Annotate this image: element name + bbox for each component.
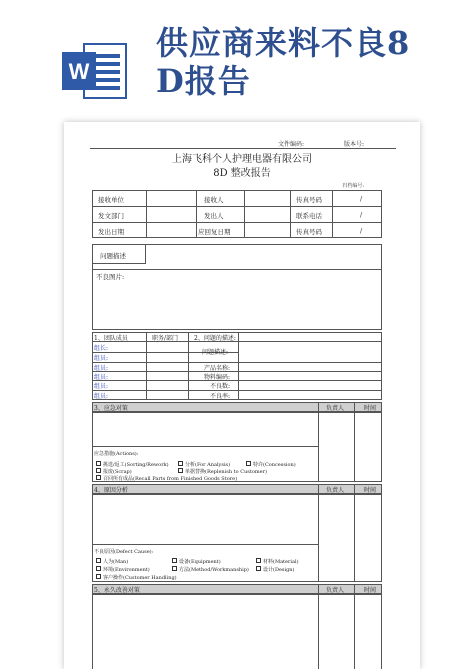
phone-label: 联系电话	[296, 212, 322, 220]
archive-number-label: 归档编号:	[342, 183, 364, 189]
word-document-icon	[62, 40, 128, 102]
section4-title: 4、原因分析	[94, 487, 128, 494]
material-checkbox[interactable]	[256, 558, 261, 563]
problem-desc-header: 2、问题的描述:	[194, 335, 236, 342]
receiver-label: 接收人	[204, 196, 224, 204]
concession-checkbox[interactable]	[246, 461, 251, 466]
team-member-label: 组员:	[94, 365, 109, 372]
banner-title	[156, 24, 456, 100]
svg-text:W: W	[68, 59, 90, 84]
emergency-actions-title: 应急措施(Actions):	[94, 451, 139, 457]
sorting-rework-checkbox[interactable]	[96, 461, 101, 466]
phone-value: /	[360, 211, 363, 219]
recall-label: 召回所有成品(Recall Parts from Finished Goods Store)	[103, 476, 238, 482]
concession-label: 特许(Concession)	[253, 462, 296, 468]
issue-date-label: 发出日期	[98, 228, 124, 236]
defect-image-label: 不良图片:	[96, 273, 125, 281]
recall-checkbox[interactable]	[96, 475, 101, 480]
team-members-header: 1、团队成员	[94, 335, 128, 342]
sorting-rework-label: 挑选/返工(Sorting/Rework)	[103, 462, 169, 468]
design-label: 设计(Design)	[263, 567, 295, 573]
section5-owner: 负责人	[326, 587, 345, 594]
section4-time: 时间	[364, 487, 377, 494]
document-page	[64, 122, 420, 669]
product-name-label: 产品名称:	[204, 365, 231, 372]
design-checkbox[interactable]	[256, 566, 261, 571]
material-code-label: 物料编码:	[204, 374, 231, 381]
team-member-label: 组员:	[94, 355, 109, 362]
customer-handling-label: 客户操作(Customer Handling)	[103, 575, 177, 581]
team-member-label: 组员:	[94, 393, 109, 400]
report-title: 8D 整改报告	[213, 168, 271, 179]
banner	[0, 0, 474, 112]
for-analysis-checkbox[interactable]	[178, 461, 183, 466]
section3-time: 时间	[364, 405, 377, 412]
scrap-checkbox[interactable]	[96, 468, 101, 473]
header-rule	[90, 148, 396, 149]
section3-owner: 负责人	[326, 405, 345, 412]
man-label: 人为(Man)	[103, 559, 129, 565]
environment-checkbox[interactable]	[96, 566, 101, 571]
reply-date-label: 应回复日期	[198, 228, 231, 236]
scrap-label: 报废(Scrap)	[103, 469, 132, 475]
receiving-unit-label: 接收单位	[98, 196, 124, 204]
company-name: 上海飞科个人护理电器有限公司	[172, 154, 312, 165]
environment-label: 环境(Environment)	[103, 567, 150, 573]
equipment-checkbox[interactable]	[172, 558, 177, 563]
man-checkbox[interactable]	[96, 558, 101, 563]
replenish-checkbox[interactable]	[178, 468, 183, 473]
material-label: 材料(Material)	[263, 559, 299, 565]
customer-handling-checkbox[interactable]	[96, 574, 101, 579]
fax-value-1: /	[360, 195, 363, 203]
replenish-label: 单据替换(Replenish to Customer)	[185, 469, 267, 475]
fax-label-1: 传真号码	[296, 196, 322, 204]
sender-label: 发出人	[204, 212, 224, 220]
section5-time: 时间	[364, 587, 377, 594]
defect-rate-label: 不良率:	[210, 393, 231, 400]
defect-cause-title: 不良原因(Defect Cause):	[94, 549, 154, 555]
fax-value-2: /	[360, 227, 363, 235]
for-analysis-label: 分析(For Analysis)	[185, 462, 231, 468]
team-member-label: 组员:	[94, 374, 109, 381]
method-label: 方法(Method/Workmanship)	[179, 567, 249, 573]
info-table	[92, 190, 382, 238]
equipment-label: 设备(Equipment)	[179, 559, 221, 565]
section4-owner: 负责人	[326, 487, 345, 494]
team-member-label: 组员:	[94, 383, 109, 390]
role-header: 职务/部门	[152, 335, 179, 342]
method-checkbox[interactable]	[172, 566, 177, 571]
fax-label-2: 传真号码	[296, 228, 322, 236]
issuing-dept-label: 发文部门	[98, 212, 124, 220]
section5-body	[92, 594, 382, 669]
section5-title: 5、永久改善对策	[94, 587, 140, 594]
section3-title: 3、应急对策	[94, 405, 128, 412]
version-label: 版本号:	[344, 141, 365, 148]
defect-qty-label: 不良数:	[210, 383, 231, 390]
team-leader-label: 组长:	[94, 345, 109, 352]
file-number-label: 文件编码:	[278, 141, 305, 148]
banner-title-line1: 供应商来料不良8	[156, 24, 411, 62]
problem-desc-field-label: 问题描述:	[202, 349, 229, 356]
problem-desc-label: 问题描述	[100, 252, 126, 260]
banner-title-line2: D报告	[156, 62, 251, 100]
